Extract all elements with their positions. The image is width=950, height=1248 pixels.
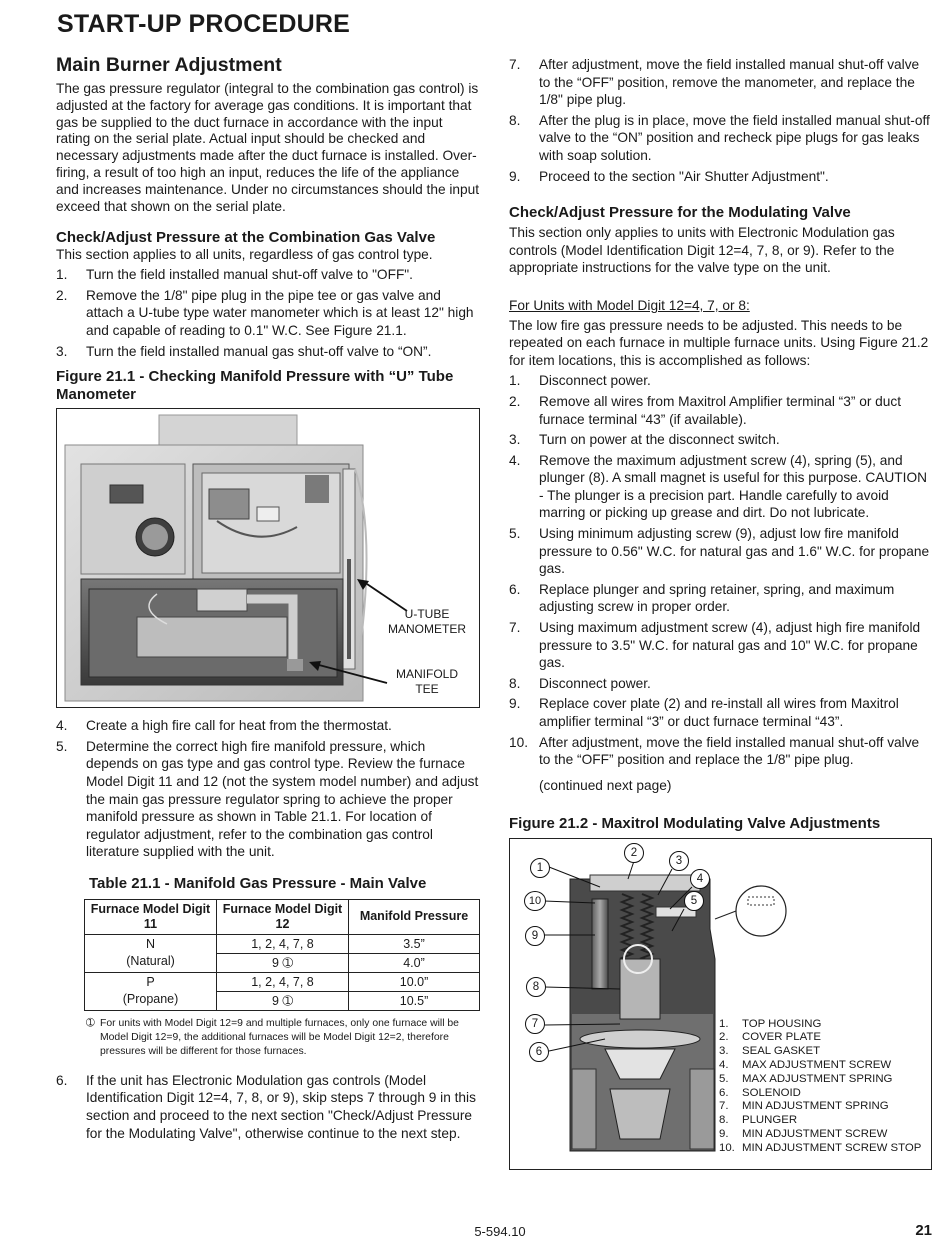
list-item: 6. If the unit has Electronic Modulation gas controls (Model Identification Digit 12=4, 7, 8, or 9), skip steps 7 through 9 in this section and proceed to the next section "Check/Adjust Pressure for the Modulating Valve", otherwise continue to the next step. — [56, 1072, 476, 1141]
right-column — [509, 56, 934, 1170]
modulating-valve-intro: This section only applies to units with Electronic Modulation gas controls (Model Identification Digit 12=4, 7, 8, or 9). Refer to the appropriate instructions for the valve type on the unit. — [509, 225, 895, 276]
table-cell: 10.5” — [349, 991, 480, 1010]
list-item: 3. Turn on power at the disconnect switch. — [509, 432, 780, 448]
table-cell: 1, 2, 4, 7, 8 — [217, 972, 349, 991]
list-item: 2. Remove all wires from Maxitrol Amplifier terminal “3” or duct furnace terminal “43” (if available). — [509, 393, 902, 427]
manifold-tee-label: MANIFOLD TEE — [395, 667, 458, 697]
list-item: 5. Determine the correct high fire manifold pressure, which depends on gas type and gas control type. Review the furnace Model Digit 11 and 12 (not the system model number) and adjust the main gas pressure regulator spring to achieve the proper manifold pressure as shown in Table 21.1. For location of regulator adjustment, refer to the combination gas control literature supplied with the unit. — [56, 738, 479, 860]
list-item: 8. After the plug is in place, move the field installed manual shut-off valve to the “ON” position and recheck pipe plugs for gas leaks with soap solution. — [509, 112, 930, 163]
table-cell: 1, 2, 4, 7, 8 — [217, 934, 349, 953]
callout-8: 8 — [526, 977, 546, 997]
legend-item: 6. SOLENOID — [719, 1086, 801, 1099]
steps-list-a — [56, 266, 480, 360]
figure-21-2-legend — [719, 1018, 921, 1156]
list-item: 1. Turn the field installed manual shut-off valve to "OFF". — [56, 267, 413, 283]
legend-item: 2. COVER PLATE — [719, 1031, 821, 1044]
callout-6: 6 — [529, 1042, 549, 1062]
table-cell: 4.0” — [349, 953, 480, 972]
callout-5: 5 — [684, 891, 704, 911]
list-item: 1. Disconnect power. — [509, 373, 651, 389]
callout-7: 7 — [525, 1014, 545, 1034]
list-item: 9. Replace cover plate (2) and re-install all wires from Maxitrol amplifier terminal “3” or duct furnace terminal “43”. — [509, 696, 899, 729]
list-item: 7. Using maximum adjustment screw (4), adjust high fire manifold pressure to 3.5" W.C. for natural gas and 10" W.C. for propane gas. — [509, 620, 921, 671]
figure-21-1 — [56, 408, 480, 708]
list-item: 5. Using minimum adjusting screw (9), adjust low fire manifold pressure to 0.56" W.C. for natural gas and 1.6" W.C. for propane gas. — [509, 526, 930, 577]
utube-manometer-label: U-TUBE MANOMETER — [388, 607, 466, 637]
list-item: 2. Remove the 1/8" pipe plug in the pipe tee or gas valve and attach a U-tube type water manometer which is at least 12" high and capable of reading to 0.1" W.C. See Figure 21.1. — [56, 287, 474, 338]
legend-item: 8. PLUNGER — [719, 1114, 798, 1127]
model-digit-subheading: For Units with Model Digit 12=4, 7, or 8: — [509, 297, 750, 313]
main-burner-intro: The gas pressure regulator (integral to the combination gas control) is adjusted at the factory for average gas conditions. It is important that gas be supplied to the duct furnace in accordance with the input rating on the serial plate. Actual input should be checked and necessary adjustments made after the duct furnace is installed. Over-firing, a result of too high an input, reduces the life of the appliance and increases maintenance. Under no circumstances should the input exceed that shown on the serial plate. — [56, 81, 480, 214]
list-item: 10. After adjustment, move the field installed manual shut-off valve to the “OFF” position and replace the 1/8" pipe plug. — [509, 734, 920, 768]
callout-10: 10 — [524, 891, 546, 911]
callout-9: 9 — [525, 926, 545, 946]
page-number: 21 — [915, 1222, 932, 1239]
modulating-valve-heading: Check/Adjust Pressure for the Modulating Valve — [509, 204, 851, 222]
table-cell: 10.0” — [349, 972, 480, 991]
furnace-manometer-photo — [57, 409, 478, 706]
table-cell: 9 ➀ — [217, 953, 349, 972]
table-cell: P (Propane) — [85, 972, 217, 1010]
list-item: 6. Replace plunger and spring retainer, spring, and maximum adjusting screw in proper order. — [509, 581, 895, 615]
table-cell: N (Natural) — [85, 934, 217, 972]
steps-list-right-a — [509, 56, 934, 185]
callout-4: 4 — [690, 869, 710, 889]
table-footnote: ➀ For units with Model Digit 12=9 and multiple furnaces, only one furnace will be Model Digit 12=9, the additional furnaces will be Model Digit 12=2, therefore pressures will be different for those furnaces. — [86, 1017, 459, 1057]
main-burner-heading: Main Burner Adjustment — [56, 54, 282, 76]
list-item: 7. After adjustment, move the field installed manual shut-off valve to the “OFF” position, remove the manometer, and replace the 1/8" pipe plug. — [509, 57, 920, 108]
legend-item: 9. MIN ADJUSTMENT SCREW — [719, 1127, 888, 1140]
manifold-pressure-table — [84, 899, 480, 1011]
list-item: 4. Create a high fire call for heat from the thermostat. — [56, 718, 392, 734]
steps-list-c — [56, 1072, 480, 1142]
table-21-1-title: Table 21.1 - Manifold Gas Pressure - Main Valve — [89, 874, 427, 892]
table-cell: 9 ➀ — [217, 991, 349, 1010]
callout-1: 1 — [530, 858, 550, 878]
legend-item: 4. MAX ADJUSTMENT SCREW — [719, 1058, 892, 1071]
combination-valve-heading: Check/Adjust Pressure at the Combination Gas Valve — [56, 229, 436, 247]
left-column — [56, 54, 480, 1142]
callout-3: 3 — [669, 851, 689, 871]
table-header: Furnace Model Digit 11 — [85, 899, 217, 934]
page-title: START-UP PROCEDURE — [57, 10, 350, 38]
figure-21-2-title: Figure 21.2 - Maxitrol Modulating Valve Adjustments — [509, 814, 881, 832]
legend-item: 7. MIN ADJUSTMENT SPRING — [719, 1100, 889, 1113]
table-cell: 3.5” — [349, 934, 480, 953]
model-digit-intro: The low fire gas pressure needs to be adjusted. This needs to be repeated on each furnace in multiple furnace units. Using Figure 21.2 for item locations, this is accomplished as follows: — [509, 317, 929, 368]
document-number: 5-594.10 — [474, 1224, 526, 1239]
table-header: Furnace Model Digit 12 — [217, 899, 349, 934]
table-row — [85, 972, 480, 991]
continued-note: (continued next page) — [539, 777, 672, 793]
legend-item: 3. SEAL GASKET — [719, 1045, 821, 1058]
figure-21-2 — [509, 838, 932, 1170]
steps-list-right-b — [509, 372, 934, 768]
list-item: 4. Remove the maximum adjustment screw (4), spring (5), and plunger (8). A small magnet is useful for this purpose. CAUTION - The plunger is a precision part. Handle carefully to avoid marring or picking up grease and dirt. Do not lubricate. — [509, 452, 927, 521]
legend-item: 10. MIN ADJUSTMENT SCREW STOP — [719, 1141, 922, 1154]
callout-2: 2 — [624, 843, 644, 863]
combination-valve-intro: This section applies to all units, regardless of gas control type. — [56, 247, 433, 263]
legend-item: 5. MAX ADJUSTMENT SPRING — [719, 1072, 893, 1085]
legend-item: 1. TOP HOUSING — [719, 1017, 822, 1030]
table-header: Manifold Pressure — [349, 899, 480, 934]
steps-list-b — [56, 717, 480, 861]
figure-21-1-title: Figure 21.1 - Checking Manifold Pressure with “U” Tube Manometer — [56, 368, 454, 404]
list-item: 8. Disconnect power. — [509, 675, 651, 691]
list-item: 9. Proceed to the section "Air Shutter Adjustment". — [509, 168, 829, 184]
table-row — [85, 934, 480, 953]
list-item: 3. Turn the field installed manual gas shut-off valve to “ON”. — [56, 343, 432, 359]
